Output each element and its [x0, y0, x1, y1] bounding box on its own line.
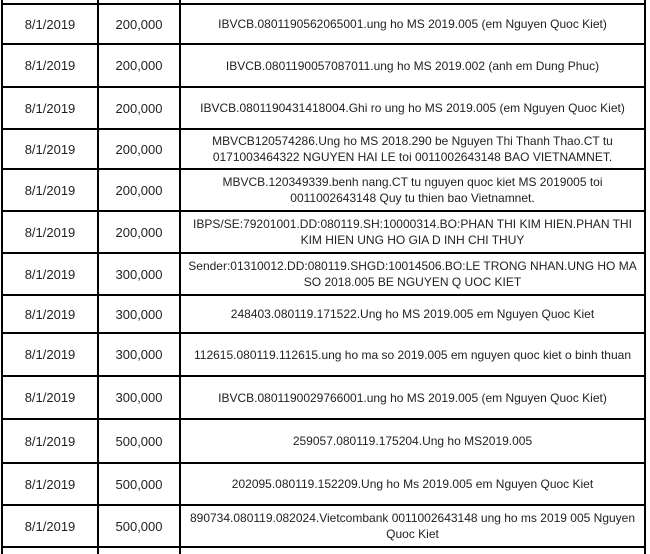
cell-date: 8/1/2019: [3, 334, 99, 377]
cell-amount: [99, 548, 181, 554]
cell-date: 8/1/2019: [3, 130, 99, 170]
cell-date: 8/1/2019: [3, 5, 99, 45]
cell-amount: 300,000: [99, 254, 181, 296]
cell-date: 8/1/2019: [3, 296, 99, 334]
cell-amount: 300,000: [99, 334, 181, 377]
cell-description: [181, 548, 646, 554]
cell-description: IBVCB.0801190057087011.ung ho MS 2019.002 (anh em Dung Phuc): [181, 45, 646, 88]
cell-description: 202095.080119.152209.Ung ho Ms 2019.005 em Nguyen Quoc Kiet: [181, 464, 646, 506]
cell-date: 8/1/2019: [3, 45, 99, 88]
cell-amount: 200,000: [99, 5, 181, 45]
cell-description: IBPS/SE:79201001.DD:080119.SH:10000314.BO:PHAN THI KIM HIEN.PHAN THI KIM HIEN UNG HO GIA D INH CHI THUY: [181, 212, 646, 254]
cell-description: 890734.080119.082024.Vietcombank 0011002643148 ung ho ms 2019 005 Nguyen Quoc Kiet: [181, 506, 646, 548]
cell-amount: 200,000: [99, 170, 181, 212]
cell-amount: 200,000: [99, 130, 181, 170]
cell-amount: 200,000: [99, 212, 181, 254]
cell-date: 8/1/2019: [3, 254, 99, 296]
cell-amount: 500,000: [99, 420, 181, 464]
cell-date: [3, 548, 99, 554]
cell-amount: 500,000: [99, 506, 181, 548]
cell-date: 8/1/2019: [3, 212, 99, 254]
cell-date: 8/1/2019: [3, 464, 99, 506]
cell-description: MBVCB120574286.Ung ho MS 2018.290 be Nguyen Thi Thanh Thao.CT tu 0171003464322 NGUYEN HAI LE toi 0011002643148 BAO VIETNAMNET.: [181, 130, 646, 170]
cell-amount: 500,000: [99, 464, 181, 506]
cell-date: 8/1/2019: [3, 506, 99, 548]
cell-date: 8/1/2019: [3, 420, 99, 464]
cell-description: MBVCB.120349339.benh nang.CT tu nguyen quoc kiet MS 2019005 toi 0011002643148 Quy tu thien bao Vietnamnet.: [181, 170, 646, 212]
cell-amount: 300,000: [99, 296, 181, 334]
cell-description: 259057.080119.175204.Ung ho MS2019.005: [181, 420, 646, 464]
cell-date: 8/1/2019: [3, 377, 99, 420]
cell-description: IBVCB.0801190431418004.Ghi ro ung ho MS 2019.005 (em Nguyen Quoc Kiet): [181, 88, 646, 130]
cell-description: Sender:01310012.DD:080119.SHGD:10014506.BO:LE TRONG NHAN.UNG HO MA SO 2018.005 BE NGUYEN Q UOC KIET: [181, 254, 646, 296]
cell-amount: 200,000: [99, 88, 181, 130]
donation-table: [1, 0, 646, 554]
cell-description: IBVCB.0801190029766001.ung ho MS 2019.005 (em Nguyen Quoc Kiet): [181, 377, 646, 420]
cell-description: 112615.080119.112615.ung ho ma so 2019.005 em nguyen quoc kiet o binh thuan: [181, 334, 646, 377]
cell-date: 8/1/2019: [3, 170, 99, 212]
cell-amount: 200,000: [99, 45, 181, 88]
cell-description: 248403.080119.171522.Ung ho MS 2019.005 em Nguyen Quoc Kiet: [181, 296, 646, 334]
cell-description: IBVCB.0801190562065001.ung ho MS 2019.005 (em Nguyen Quoc Kiet): [181, 5, 646, 45]
cell-amount: 300,000: [99, 377, 181, 420]
cell-date: 8/1/2019: [3, 88, 99, 130]
